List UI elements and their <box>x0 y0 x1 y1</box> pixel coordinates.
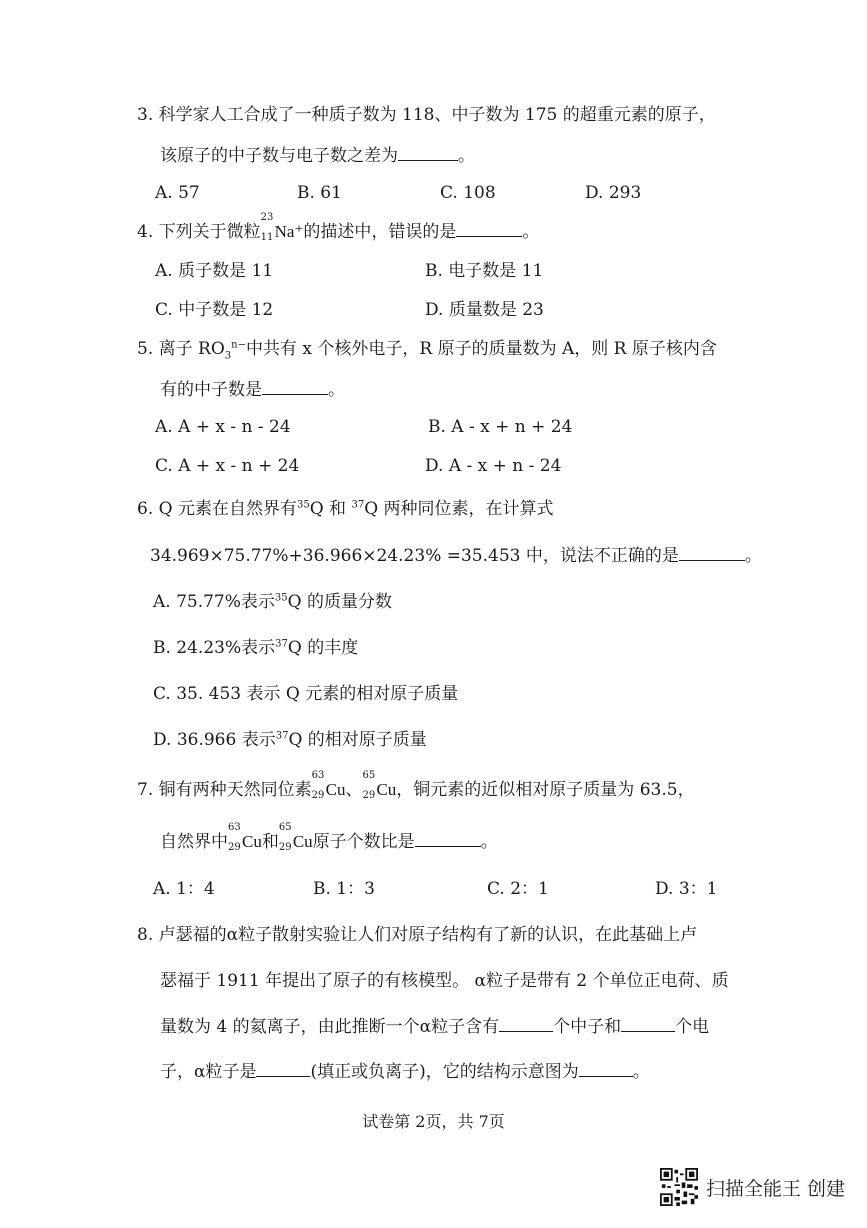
q7-stem-pre: 7. 铜有两种天然同位素 <box>137 780 312 800</box>
q7-stem-post: ，铜元素的近似相对原子质量为 63.5， <box>396 780 695 800</box>
mass-number: 23 <box>260 212 274 223</box>
answer-blank[interactable] <box>679 546 745 561</box>
q8-text: 子，α粒子是 <box>160 1062 257 1082</box>
q7-stem-text: 原子个数比是 <box>312 832 415 852</box>
q5-option-a[interactable]: A. A + x - n - 24 <box>155 417 291 437</box>
q7-stem-line2 <box>160 822 498 853</box>
q7-option-c[interactable]: C. 2：1 <box>487 879 549 899</box>
q5-stem-pre: 5. 离子 RO <box>137 339 225 359</box>
option-text: A. 75.77%表示 <box>153 592 275 612</box>
element-symbol: Cu <box>242 832 262 851</box>
q4-option-c[interactable]: C. 中子数是 12 <box>155 300 274 320</box>
q8-text: 量数为 4 的氦离子，由此推断一个α粒子含有 <box>160 1017 500 1037</box>
answer-blank[interactable] <box>398 146 458 161</box>
q5-end: 。 <box>328 380 345 400</box>
element-symbol: Cu <box>325 780 346 799</box>
answer-blank[interactable] <box>415 832 481 847</box>
q3-option-d[interactable]: D. 293 <box>585 183 642 203</box>
q8-text: (填正或负离子)，它的结构示意图为 <box>310 1062 579 1082</box>
answer-blank[interactable] <box>456 222 522 237</box>
answer-blank-neutrons[interactable] <box>499 1017 553 1032</box>
q7-end: 。 <box>480 832 498 852</box>
q7-option-b[interactable]: B. 1：3 <box>313 879 375 899</box>
q6-option-d[interactable] <box>153 729 427 751</box>
q6-end: 。 <box>744 546 762 566</box>
q4-stem-pre: 4. 下列关于微粒 <box>137 222 261 242</box>
option-text: Q 的相对原子质量 <box>288 730 427 750</box>
q3-end: 。 <box>458 146 475 166</box>
q4-stem <box>137 212 540 243</box>
q5-option-b[interactable]: B. A - x + n + 24 <box>428 417 573 437</box>
q4-option-a[interactable]: A. 质子数是 11 <box>155 261 274 281</box>
q5-stem-line1 <box>137 338 717 360</box>
q8-text: 个电 <box>675 1017 710 1037</box>
qr-code-icon <box>660 1168 698 1206</box>
q4-nuclide <box>260 212 304 243</box>
q5-stem-line2 <box>160 379 345 401</box>
mass-number: 37 <box>275 638 288 650</box>
q3-stem-text: 该原子的中子数与电子数之差为 <box>160 146 398 166</box>
q6-stem-line1 <box>137 498 554 520</box>
cu63-nuclide <box>228 822 262 853</box>
q8-stem-line4 <box>160 1061 650 1083</box>
cu65-nuclide <box>278 822 313 853</box>
answer-blank-ion-type[interactable] <box>256 1062 310 1077</box>
option-text: Q 的质量分数 <box>287 592 392 612</box>
q6-option-c[interactable]: C. 35. 453 表示 Q 元素的相对原子质量 <box>153 684 459 704</box>
element-symbol: Cu <box>376 780 397 799</box>
q8-stem-line3 <box>160 1016 709 1038</box>
element-symbol: Na⁺ <box>274 222 304 241</box>
q6-formula-text: 34.969×75.77%+36.966×24.23% =35.453 中，说法不正确的是 <box>150 546 679 566</box>
mass-number: 65 <box>278 822 292 833</box>
option-text: D. 36.966 表示 <box>153 730 276 750</box>
mass-number: 35 <box>274 592 288 604</box>
q6-option-b[interactable] <box>153 637 358 659</box>
atomic-number: 11 <box>260 232 274 243</box>
q5-option-c[interactable]: C. A + x - n + 24 <box>155 456 300 476</box>
answer-blank[interactable] <box>262 380 328 395</box>
q4-option-b[interactable]: B. 电子数是 11 <box>425 261 544 281</box>
mass-number: 37 <box>275 730 289 742</box>
q3-option-b[interactable]: B. 61 <box>297 183 342 203</box>
answer-blank-electrons[interactable] <box>621 1017 675 1032</box>
atomic-number: 29 <box>228 842 241 853</box>
q3-stem-line2 <box>160 145 475 167</box>
q8-stem-line1: 8. 卢瑟福的α粒子散射实验让人们对原子结构有了新的认识，在此基础上卢 <box>137 925 698 945</box>
conjunction: 和 <box>261 832 279 852</box>
option-text: B. 24.23%表示 <box>153 638 276 658</box>
q4-stem-post: 的描述中，错误的是 <box>303 222 457 242</box>
mass-number: 65 <box>362 770 376 781</box>
q3-option-c[interactable]: C. 108 <box>440 183 496 203</box>
mass-number: 63 <box>311 770 325 781</box>
subscript: 3 <box>224 350 232 362</box>
q8-stem-line2: 瑟福于 1911 年提出了原子的有核模型。 α粒子是带有 2 个单位正电荷、质 <box>160 971 729 991</box>
atomic-number: 29 <box>362 790 376 801</box>
watermark-label: 扫描全能王 创建 <box>705 1177 845 1200</box>
q8-end: 。 <box>632 1062 650 1082</box>
q6-stem-post: Q 两种同位素，在计算式 <box>364 499 554 519</box>
atomic-number: 29 <box>278 842 292 853</box>
q4-option-d[interactable]: D. 质量数是 23 <box>425 300 544 320</box>
q3-option-a[interactable]: A. 57 <box>155 183 200 203</box>
q6-stem-line2 <box>150 545 762 567</box>
q7-option-a[interactable]: A. 1：4 <box>153 879 215 899</box>
cu63-nuclide <box>311 770 346 801</box>
q5-option-d[interactable]: D. A - x + n - 24 <box>425 456 562 476</box>
page-footer: 试卷第 2页，共 7页 <box>362 1112 505 1131</box>
mass-number: 35 <box>296 499 310 511</box>
answer-blank-diagram[interactable] <box>579 1062 633 1077</box>
q5-stem-text: 有的中子数是 <box>160 380 262 400</box>
q6-option-a[interactable] <box>153 591 392 613</box>
mass-number: 63 <box>228 822 241 833</box>
q4-end: 。 <box>522 222 540 242</box>
element-symbol: Cu <box>292 832 313 851</box>
mass-number: 37 <box>351 499 365 511</box>
q8-text: 个中子和 <box>553 1017 622 1037</box>
cu65-nuclide <box>362 770 397 801</box>
q6-stem-pre: 6. Q 元素在自然界有 <box>137 499 297 519</box>
q6-stem-mid: Q 和 <box>309 499 347 519</box>
q7-option-d[interactable]: D. 3：1 <box>655 879 718 899</box>
option-text: Q 的丰度 <box>287 638 359 658</box>
scanner-watermark <box>660 1168 845 1206</box>
q7-stem-line1 <box>137 770 695 801</box>
q5-stem-post: 中共有 x 个核外电子，R 原子的质量数为 A，则 R 原子核内含 <box>245 339 717 359</box>
q3-stem-line1: 3. 科学家人工合成了一种质子数为 118、中子数为 175 的超重元素的原子， <box>137 105 716 125</box>
q7-stem-text: 自然界中 <box>160 832 228 852</box>
ion-charge: n− <box>231 339 246 351</box>
atomic-number: 29 <box>311 790 325 801</box>
separator: 、 <box>345 780 363 800</box>
